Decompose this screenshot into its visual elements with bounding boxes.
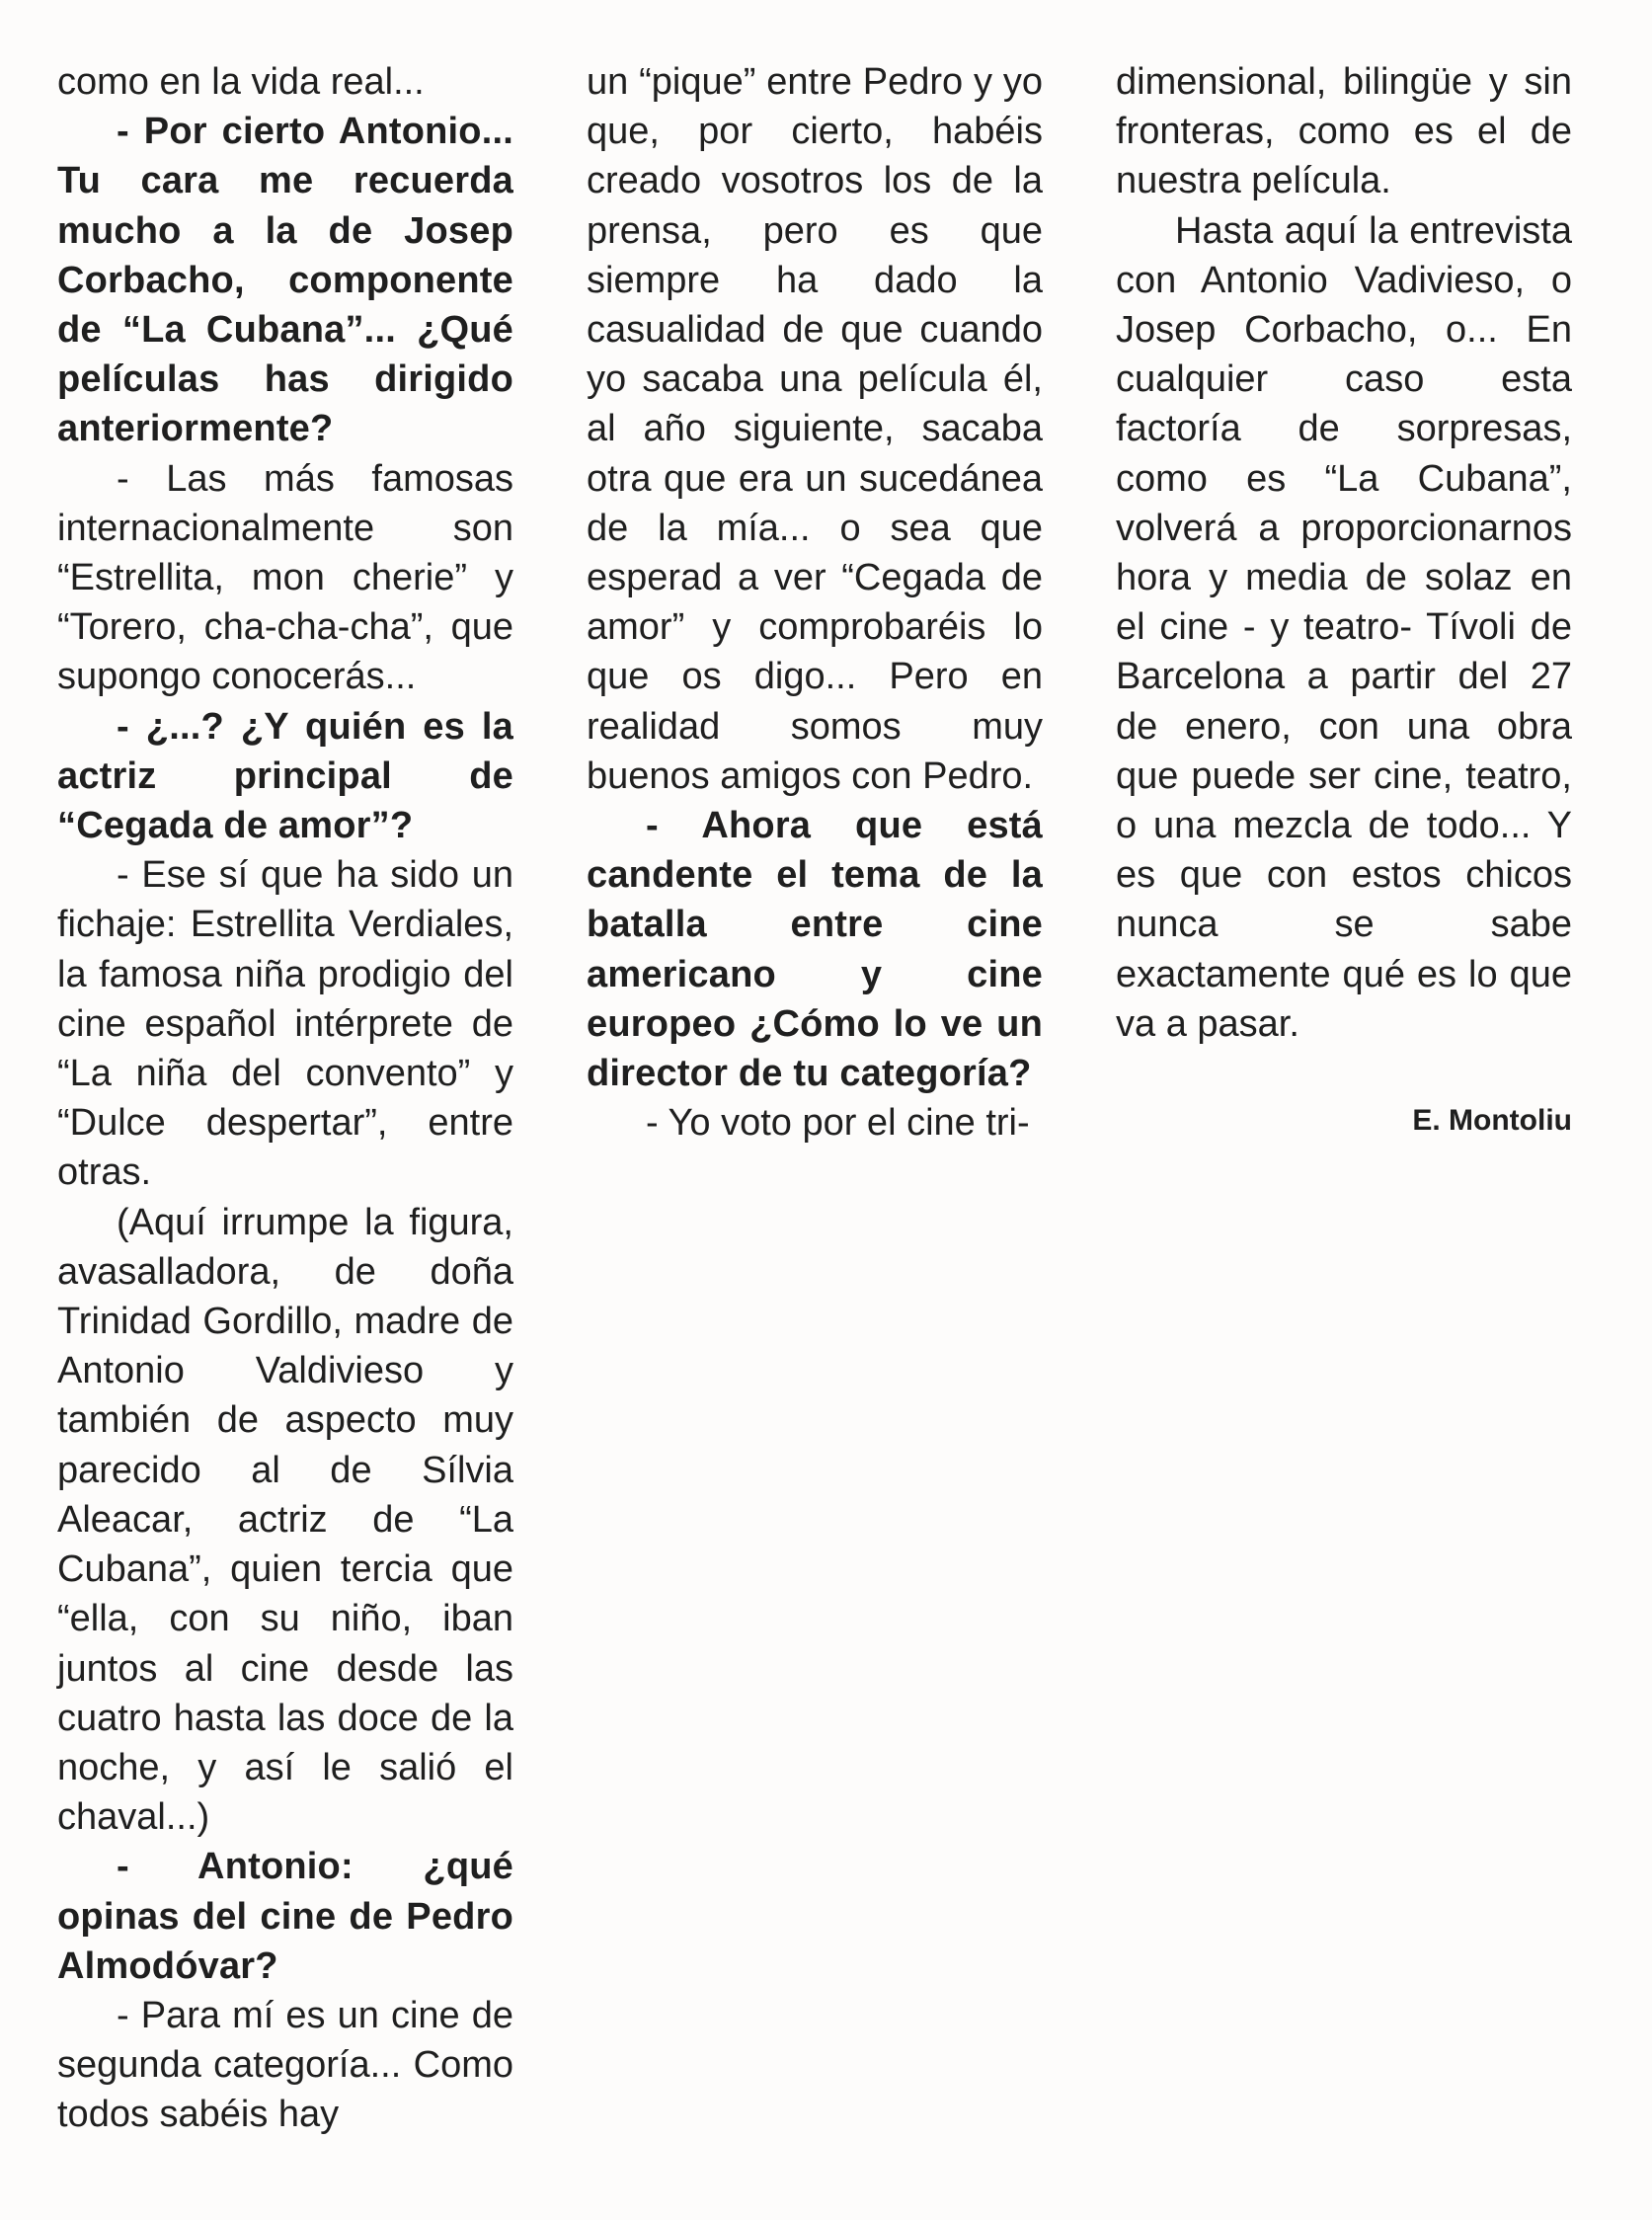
narration-paragraph: (Aquí irrumpe la figura, avasalladora, de doña Trinidad Gordillo, madre de Antonio Valdivieso y también de aspecto muy parecido al de Sílvia Aleacar, actriz de “La Cubana”, quien tercia que “ella, con su niño, iban juntos al cine desde las cuatro hasta las doce de la noche, y así le salió el chaval...)	[57, 1201, 513, 1839]
answer-paragraph: dimensional, bilingüe y sin fronteras, como es el de nuestra película.	[1116, 61, 1572, 202]
article-column-2	[587, 57, 1043, 1148]
answer-paragraph: - Para mí es un cine de segunda categoría... Como todos sabéis hay	[57, 1994, 513, 2136]
author-signature: E. Montoliu	[1412, 1104, 1572, 1137]
answer-paragraph: - Las más famosas internacionalmente son “Estrellita, mon cherie” y “Torero, cha-cha-cha”, que supongo conocerás...	[57, 457, 513, 698]
question-paragraph: - Ahora que está candente el tema de la batalla entre cine americano y cine europeo ¿Cómo lo ve un director de tu categoría?	[587, 805, 1043, 1095]
answer-paragraph: como en la vida real...	[57, 61, 425, 103]
article-column-3	[1116, 57, 1572, 1049]
question-paragraph: - Antonio: ¿qué opinas del cine de Pedro Almodóvar?	[57, 1846, 513, 1987]
question-paragraph: - Por cierto Antonio... Tu cara me recuerda mucho a la de Josep Corbacho, componente de “La Cubana”... ¿Qué películas has dirigido anteriormente?	[57, 111, 513, 450]
answer-paragraph: - Yo voto por el cine tri-	[646, 1102, 1030, 1145]
answer-paragraph: - Ese sí que ha sido un fichaje: Estrellita Verdiales, la famosa niña prodigio del cine español intérprete de “La niña del convento” y “Dulce despertar”, entre otras.	[57, 854, 513, 1194]
answer-paragraph: un “pique” entre Pedro y yo que, por cierto, habéis creado vosotros los de la prensa, pero es que siempre ha dado la casualidad de que cuando yo sacaba una película él, al año siguiente, sacaba otra que era un sucedánea de la mía... o sea que esperad a ver “Cegada de amor” y comprobaréis lo que os digo... Pero en realidad somos muy buenos amigos con Pedro.	[587, 61, 1043, 797]
closing-paragraph: Hasta aquí la entrevista con Antonio Vadivieso, o Josep Corbacho, o... En cualquier caso esta factoría de sorpresas, como es “La Cubana”, volverá a proporcionarnos hora y media de solaz en el cine - y teatro- Tívoli de Barcelona a partir del 27 de enero, con una obra que puede ser cine, teatro, o una mezcla de todo... Y es que con estos chicos nunca se sabe exactamente qué es lo que va a pasar.	[1116, 209, 1572, 1045]
article-column-1	[57, 57, 513, 2140]
question-paragraph: - ¿...? ¿Y quién es la actriz principal de “Cegada de amor”?	[57, 705, 513, 847]
